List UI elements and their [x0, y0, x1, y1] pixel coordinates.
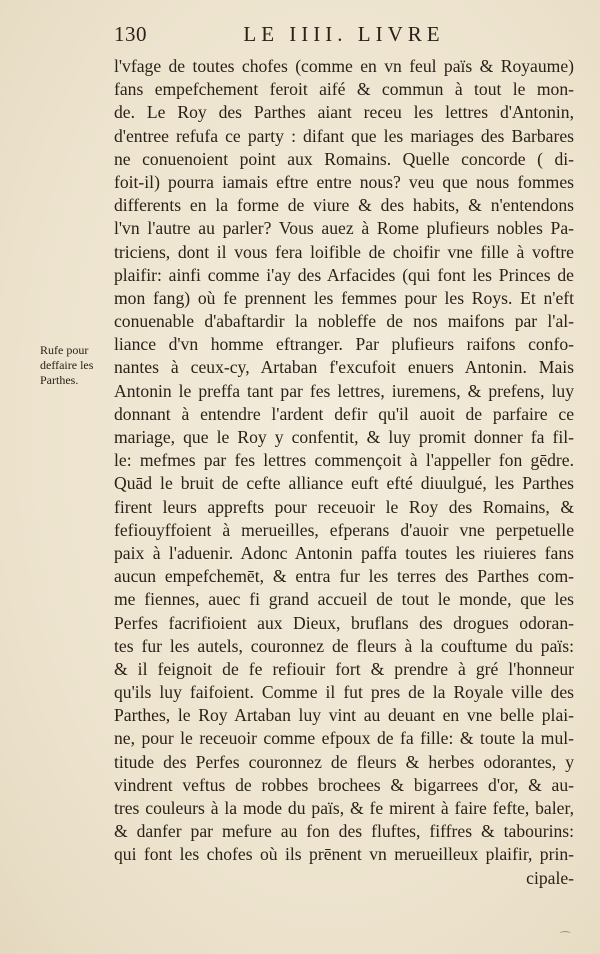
text-line: donnant à entendre l'ardent defir qu'il auoit de parfaire ce — [114, 403, 574, 424]
text-line: fefiouyffoient à merueilles, efperans d'auoir vne perpetuelle — [114, 519, 574, 540]
text-line: liance d'vn homme eftranger. Par plufieurs raifons confo- — [114, 334, 574, 355]
text-line: de. Le Roy des Parthes aiant receu les lettres d'Antonin, — [114, 102, 574, 123]
text-line: tes fur les autels, couronnez de fleurs à la couftume du païs: — [114, 635, 574, 656]
text-line: firent leurs apprefts pour receuoir le Roy des Romains, & — [114, 496, 574, 517]
text-line: qu'ils luy faifoient. Comme il fut pres de la Royale ville des — [114, 682, 574, 703]
margin-note-line: Rufe pour — [40, 343, 89, 357]
page-header — [114, 22, 574, 48]
text-line: aucun empefchemēt, & entra fur les terres des Parthes com- — [114, 566, 574, 587]
text-line: conuenable d'abaftardir la nobleffe de nos maifons par l'al- — [114, 311, 574, 332]
margin-note-line: Parthes. — [40, 373, 79, 387]
text-line: fans empefchement feroit aifé & commun à tout le mon- — [114, 79, 574, 100]
text-line: d'entree refufa ce party : difant que les mariages des Barbares — [114, 125, 574, 146]
text-line: Antonin le preffa tant par fes lettres, iuremens, & prefens, luy — [114, 380, 574, 401]
paper-mark: ⁀ — [560, 931, 570, 945]
text-line: plaifir: ainfi comme i'ay des Arfacides (qui font les Princes de — [114, 264, 574, 285]
text-line: l'vn l'autre au parler? Vous auez à Rome plufieurs nobles Pa- — [114, 218, 574, 239]
running-head: LE IIII. LIVRE — [243, 22, 445, 46]
margin-note — [40, 343, 116, 388]
text-line: nantes à ceux-cy, Artaban f'excufoit enuers Antonin. Mais — [114, 357, 574, 378]
text-line: & il feignoit de fe refiouir fort & prendre à gré l'honneur — [114, 658, 574, 679]
text-line: me fiennes, auec fi grand accueil de tout le monde, que les — [114, 589, 574, 610]
text-line: qui font les chofes où ils prēnent vn merueilleux plaifir, prin- — [114, 844, 574, 865]
text-line: triciens, dont il vous fera loifible de choifir vne fille à voftre — [114, 241, 574, 262]
text-line: l'vfage de toutes chofes (comme en vn feul païs & Royaume) — [114, 56, 574, 76]
text-line: le: mefmes par fes lettres commençoit à l'appeller fon gēdre. — [114, 450, 574, 471]
text-line: titude des Perfes couronnez de fleurs & herbes odorantes, y — [114, 751, 574, 772]
text-line: & danfer par mefure au fon des fluftes, fiffres & tabourins: — [114, 821, 574, 842]
text-line: Quād le bruit de cefte alliance euft efté diuulgué, les Parthes — [114, 473, 574, 494]
text-line: tres couleurs à la mode du païs, & fe mirent à faire fefte, baler, — [114, 798, 574, 818]
text-line: Parthes, le Roy Artaban luy vint au deuant en vne belle plai- — [114, 705, 574, 726]
text-line: ne, pour le receuoir comme efpoux de fa fille: & toute la mul- — [114, 728, 574, 749]
text-line: paix à l'aduenir. Adonc Antonin paffa toutes les riuieres fans — [114, 542, 574, 563]
body-text — [114, 55, 574, 890]
text-line: ne conuenoient point aux Romains. Quelle concorde ( di- — [114, 148, 574, 169]
text-line: vindrent veftus de robbes brochees & bigarrees d'or, & au- — [114, 774, 574, 795]
folio-number: 130 — [114, 22, 147, 46]
text-line: differents en la forme de viure & des habits, & n'entendons — [114, 195, 574, 216]
text-line: Perfes facrifioient aux Dieux, bruflans des drogues odoran- — [114, 612, 574, 633]
margin-note-line: deffaire les — [40, 358, 94, 372]
text-line: mon fang) où fe prennent les femmes pour les Roys. Et n'eft — [114, 287, 574, 308]
catchword: cipale- — [526, 867, 574, 888]
text-line: foit-il) pourra iamais eftre entre nous? veu que nous fommes — [114, 171, 574, 192]
text-line: mariage, que le Roy y confentit, & luy promit donner fa fil- — [114, 427, 574, 447]
